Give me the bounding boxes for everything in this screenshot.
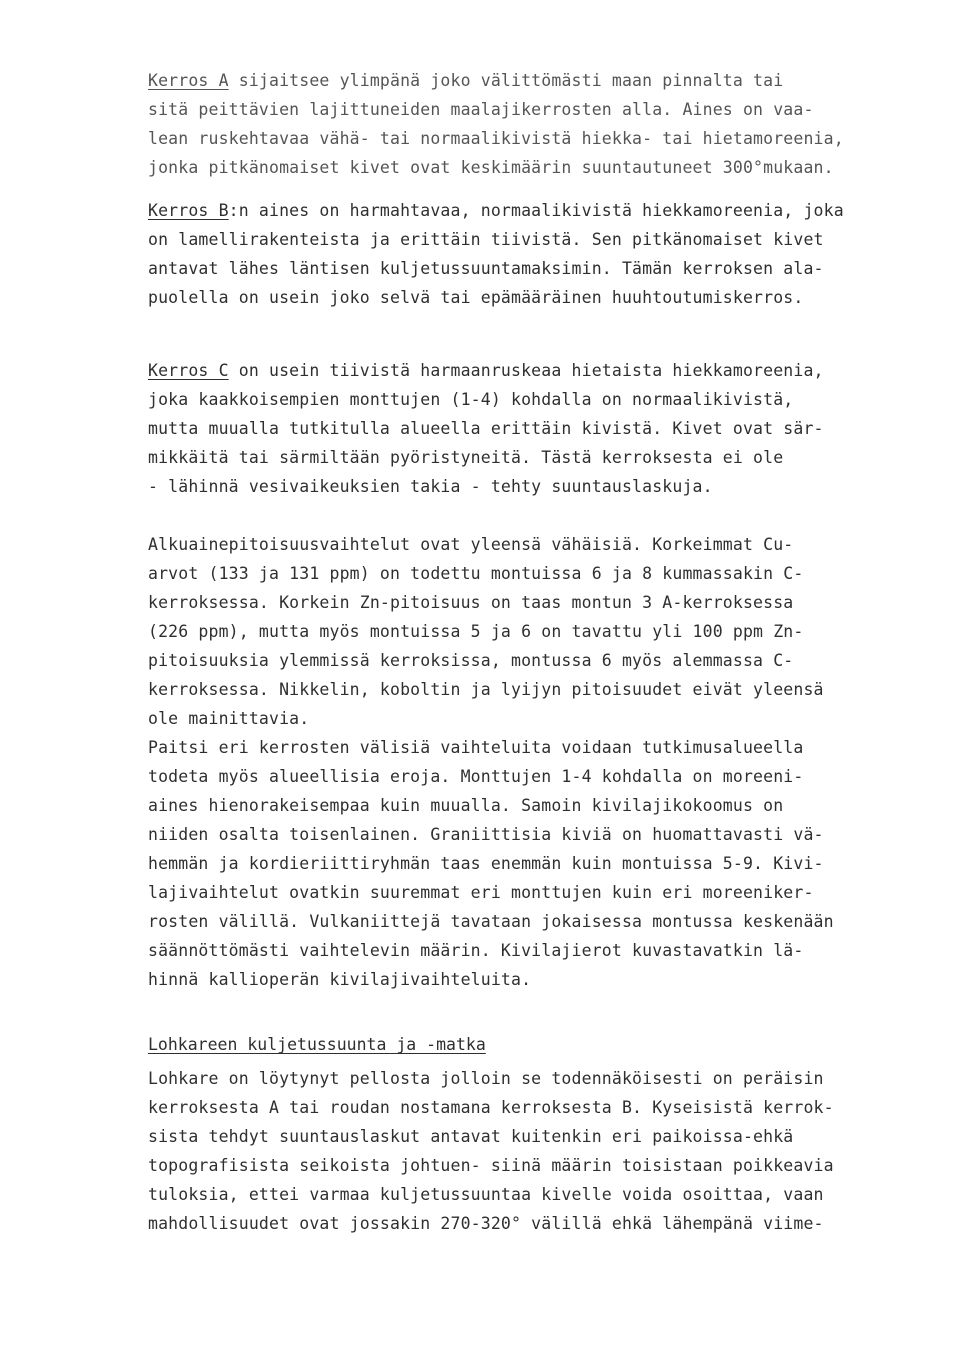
text-line: mutta muualla tutkitulla alueella erittäin kivistä. Kivet ovat sär- bbox=[148, 419, 824, 438]
paragraph-kerros-c bbox=[148, 356, 824, 501]
text-line: jonka pitkänomaiset kivet ovat keskimäärin suuntautuneet 300°mukaan. bbox=[148, 158, 834, 177]
text-line: topografisista seikoista johtuen- siinä määrin toisistaan poikkeavia bbox=[148, 1156, 834, 1175]
section-heading: Lohkareen kuljetussuunta ja -matka bbox=[148, 1035, 486, 1054]
text-line: kerroksessa. Korkein Zn-pitoisuus on taas montun 3 A-kerroksessa bbox=[148, 593, 794, 612]
text-line: joka kaakkoisempien monttujen (1-4) kohdalla on normaalikivistä, bbox=[148, 390, 794, 409]
text-line: säännöttömästi vaihtelevin määrin. Kivilajierot kuvastavatkin lä- bbox=[148, 941, 804, 960]
text-line: lajivaihtelut ovatkin suuremmat eri monttujen kuin eri moreeniker- bbox=[148, 883, 814, 902]
text-line: sista tehdyt suuntauslaskut antavat kuitenkin eri paikoissa-ehkä bbox=[148, 1127, 794, 1146]
text-line: puolella on usein joko selvä tai epämääräinen huuhtoutumiskerros. bbox=[148, 288, 804, 307]
text-line: sitä peittävien lajittuneiden maalajikerrosten alla. Aines on vaa- bbox=[148, 100, 814, 119]
text-line: Kerros C on usein tiivistä harmaanruskeaa hietaista hiekkamoreenia, bbox=[148, 361, 824, 380]
text-line: ole mainittavia. bbox=[148, 709, 310, 728]
text-line: kerroksesta A tai roudan nostamana kerroksesta B. Kyseisistä kerrok- bbox=[148, 1098, 834, 1117]
text-line: Kerros B:n aines on harmahtavaa, normaalikivistä hiekkamoreenia, joka bbox=[148, 201, 844, 220]
text-line: Kerros A sijaitsee ylimpänä joko välittömästi maan pinnalta tai bbox=[148, 71, 784, 90]
text-line: lean ruskehtavaa vähä- tai normaalikivistä hiekka- tai hietamoreenia, bbox=[148, 129, 844, 148]
text-line: rosten välillä. Vulkaniittejä tavataan jokaisessa montussa keskenään bbox=[148, 912, 834, 931]
text-line: hemmän ja kordieriittiryhmän taas enemmän kuin montuissa 5-9. Kivi- bbox=[148, 854, 824, 873]
kerros-c-label: Kerros C bbox=[148, 361, 229, 380]
text-line: todeta myös alueellisia eroja. Monttujen 1-4 kohdalla on moreeni- bbox=[148, 767, 804, 786]
paragraph-kerros-b bbox=[148, 196, 844, 312]
text-line: niiden osalta toisenlainen. Graniittisia kiviä on huomattavasti vä- bbox=[148, 825, 824, 844]
text-line: tuloksia, ettei varmaa kuljetussuuntaa kivelle voida osoittaa, vaan bbox=[148, 1185, 824, 1204]
text-line: pitoisuuksia ylemmissä kerroksissa, montussa 6 myös alemmassa C- bbox=[148, 651, 794, 670]
text-line: on lamellirakenteista ja erittäin tiivistä. Sen pitkänomaiset kivet bbox=[148, 230, 824, 249]
text-line: (226 ppm), mutta myös montuissa 5 ja 6 on tavattu yli 100 ppm Zn- bbox=[148, 622, 804, 641]
kerros-a-label: Kerros A bbox=[148, 71, 229, 90]
text-line: Alkuainepitoisuusvaihtelut ovat yleensä vähäisiä. Korkeimmat Cu- bbox=[148, 535, 794, 554]
kerros-b-label: Kerros B bbox=[148, 201, 229, 220]
text-line: mikkäitä tai särmiltään pyöristyneitä. Tästä kerroksesta ei ole bbox=[148, 448, 784, 467]
text-line: Paitsi eri kerrosten välisiä vaihteluita voidaan tutkimusalueella bbox=[148, 738, 804, 757]
paragraph-lohkare bbox=[148, 1064, 834, 1238]
text-line: - lähinnä vesivaikeuksien takia - tehty suuntauslaskuja. bbox=[148, 477, 713, 496]
text-line: kerroksessa. Nikkelin, koboltin ja lyijyn pitoisuudet eivät yleensä bbox=[148, 680, 824, 699]
paragraph-kerros-a bbox=[148, 66, 844, 182]
text-line: antavat lähes läntisen kuljetussuuntamaksimin. Tämän kerroksen ala- bbox=[148, 259, 824, 278]
text-line: arvot (133 ja 131 ppm) on todettu montuissa 6 ja 8 kummassakin C- bbox=[148, 564, 804, 583]
text-line: mahdollisuudet ovat jossakin 270-320° välillä ehkä lähempänä viime- bbox=[148, 1214, 824, 1233]
text-line: hinnä kallioperän kivilajivaihteluita. bbox=[148, 970, 532, 989]
paragraph-alkuainepitoisuus bbox=[148, 530, 834, 994]
text-line: aines hienorakeisempaa kuin muualla. Samoin kivilajikokoomus on bbox=[148, 796, 784, 815]
text-line: Lohkare on löytynyt pellosta jolloin se todennäköisesti on peräisin bbox=[148, 1069, 824, 1088]
